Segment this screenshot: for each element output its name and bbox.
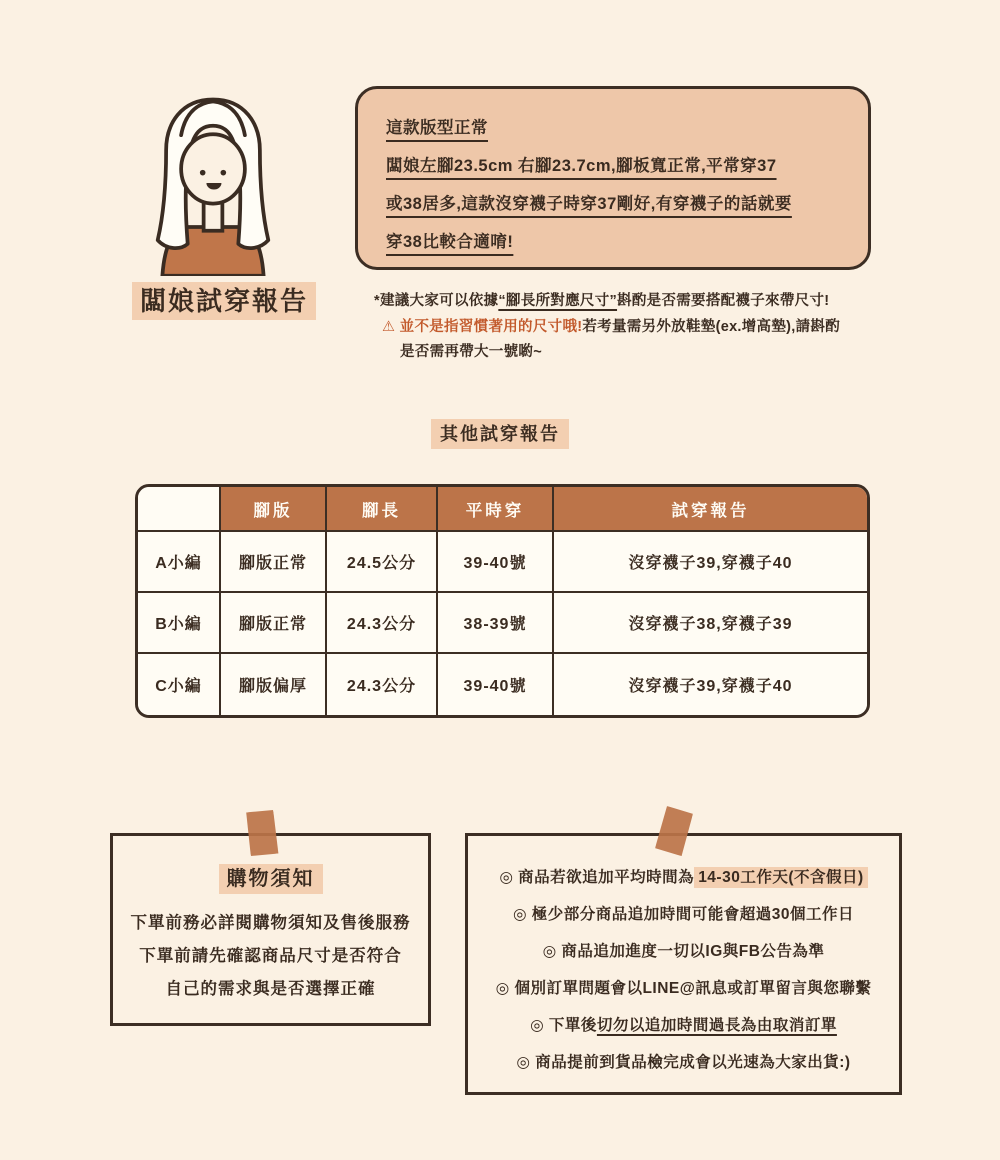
table-cell-usual-size: 38-39號 [438, 593, 554, 654]
addon-item5-underlined: 切勿以追加時間過長為由取消訂單 [596, 1017, 837, 1034]
table-cell-usual-size: 39-40號 [438, 654, 554, 715]
table-header-usual-size: 平時穿 [438, 487, 554, 532]
other-reports-heading [0, 420, 1000, 446]
addon-item5-pre: ◎ 下單後 [530, 1017, 597, 1034]
other-reports-heading-text: 其他試穿報告 [431, 419, 569, 449]
shopping-notice-line-1: 下單前務必詳閱購物須知及售後服務 [130, 914, 411, 932]
note1-pre: *建議大家可以依據 [374, 293, 499, 309]
table-cell-foot-shape: 腳版正常 [221, 532, 327, 593]
shopping-notice-box [110, 833, 431, 1026]
bubble-line-2: 闆娘左腳23.5cm 右腳23.7cm,腳板寬正常,平常穿37 [386, 157, 777, 175]
table-cell-foot-length: 24.3公分 [327, 654, 438, 715]
avatar-eye-left [200, 170, 206, 176]
table-row-name: A小編 [138, 532, 221, 593]
avatar-eye-right [221, 170, 227, 176]
addon-notice-box [465, 833, 902, 1095]
bubble-line-1: 這款版型正常 [386, 119, 488, 137]
addon-item1-pre: ◎ 商品若欲追加平均時間為 [499, 869, 695, 886]
shopping-notice-line-2: 下單前請先確認商品尺寸是否符合 [139, 947, 402, 965]
addon-item1-highlight: 14-30工作天(不含假日) [694, 867, 867, 888]
shopping-notice-lines [113, 907, 428, 1006]
table-cell-report: 沒穿襪子39,穿襪子40 [554, 532, 867, 593]
note1-post: 斟酌是否需要搭配襪子來帶尺寸! [617, 293, 830, 309]
note-line-2 [374, 315, 886, 341]
addon-notice-item-5 [468, 1007, 899, 1044]
owner-avatar-illustration [138, 88, 288, 276]
owner-report-speech-bubble [355, 86, 871, 270]
owner-report-title [132, 281, 316, 318]
table-header-foot-shape: 腳版 [221, 487, 327, 532]
note2-warning-text: 並不是指習慣著用的尺寸哦! [395, 318, 583, 335]
table-header-empty [138, 487, 221, 532]
addon-notice-item-6: ◎ 商品提前到貨品檢完成會以光速為大家出貨:) [516, 1054, 851, 1071]
addon-notice-item-2: ◎ 極少部分商品追加時間可能會超過30個工作日 [512, 906, 855, 923]
note2-rest: 若考量需另外放鞋墊(ex.增高墊),請斟酌 [582, 318, 841, 335]
table-cell-foot-shape: 腳版偏厚 [221, 654, 327, 715]
bubble-line-4: 穿38比較合適唷! [386, 233, 514, 251]
fitting-report-table [135, 484, 870, 718]
owner-report-title-text: 闆娘試穿報告 [132, 282, 316, 320]
table-cell-foot-shape: 腳版正常 [221, 593, 327, 654]
sizing-notes [374, 289, 886, 366]
addon-notice-item-4: ◎ 個別訂單問題會以LINE@訊息或訂單留言與您聯繫 [495, 980, 872, 997]
shopping-notice-title [113, 862, 428, 891]
shopping-notice-line-3: 自己的需求與是否選擇正確 [165, 980, 376, 998]
table-header-report: 試穿報告 [554, 487, 867, 532]
table-cell-foot-length: 24.5公分 [327, 532, 438, 593]
table-header-foot-length: 腳長 [327, 487, 438, 532]
table-cell-report: 沒穿襪子39,穿襪子40 [554, 654, 867, 715]
table-row-name: B小編 [138, 593, 221, 654]
avatar-face [181, 134, 245, 203]
note-line-1 [374, 289, 886, 315]
bubble-line-3: 或38居多,這款沒穿襪子時穿37剛好,有穿襪子的話就要 [386, 195, 792, 213]
table-cell-foot-length: 24.3公分 [327, 593, 438, 654]
table-cell-usual-size: 39-40號 [438, 532, 554, 593]
shopping-notice-title-text: 購物須知 [219, 864, 323, 894]
warning-icon: ⚠ [382, 318, 396, 335]
note-line-3: 是否需再帶大一號喲~ [400, 344, 542, 360]
addon-notice-item-1 [468, 859, 899, 896]
table-row-name: C小編 [138, 654, 221, 715]
table-cell-report: 沒穿襪子38,穿襪子39 [554, 593, 867, 654]
addon-notice-item-3: ◎ 商品追加進度一切以IG與FB公告為準 [542, 943, 825, 960]
note1-quoted-term: “腳長所對應尺寸” [498, 293, 618, 309]
